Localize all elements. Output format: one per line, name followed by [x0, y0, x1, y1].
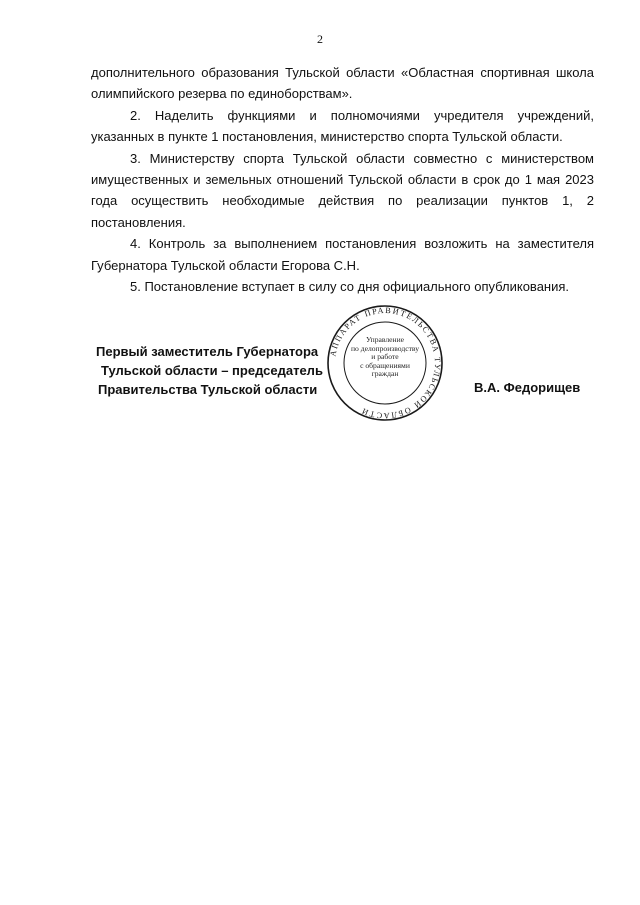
page-number: 2	[317, 32, 323, 46]
stamp-center-text	[349, 336, 421, 379]
paragraph-5: 5. Постановление вступает в силу со дня официального опубликования.	[130, 279, 570, 295]
stamp-center-line-5: граждан	[371, 369, 399, 379]
paragraph-1: дополнительного образования Тульской области «Областная спортивная школа олимпийского резерва по единоборствам».	[91, 65, 594, 102]
paragraph-2: 2. Наделить функциями и полномочиями учредителя учреждений, указанных в пункте 1 постановления, министерство спорта Тульской области.	[91, 107, 594, 145]
signatory-name: В.А. Федорищев	[474, 380, 581, 395]
stamp-center-line-2: по делопроизводству	[350, 343, 420, 353]
signatory-position	[96, 342, 323, 399]
stamp-center-line-1: Управление	[365, 335, 405, 344]
stamp-center-line-4: с обращениями	[360, 360, 410, 370]
signatory-position-line-3: Правительства Тульской области	[98, 382, 318, 397]
paragraph-4: 4. Контроль за выполнением постановления возложить на заместителя Губернатора Тульской области Егорова С.Н.	[91, 236, 594, 273]
stamp-ring-text: АППАРАТ ПРАВИТЕЛЬСТВА ТУЛЬСКОЙ ОБЛАСТИ	[328, 305, 443, 421]
paragraph-3: 3. Министерству спорта Тульской области совместно с министерством имущественных и земельных отношений Тульской области в срок до 1 мая 2023 года осуществить необходимые действия по реализации пунктов 1, 2 постановления.	[91, 150, 594, 230]
signatory-position-line-2: Тульской области – председатель	[101, 363, 323, 378]
document-body	[91, 62, 594, 297]
signatory-position-line-1: Первый заместитель Губернатора	[96, 344, 319, 359]
stamp-center-line-3: и работе	[371, 352, 399, 362]
